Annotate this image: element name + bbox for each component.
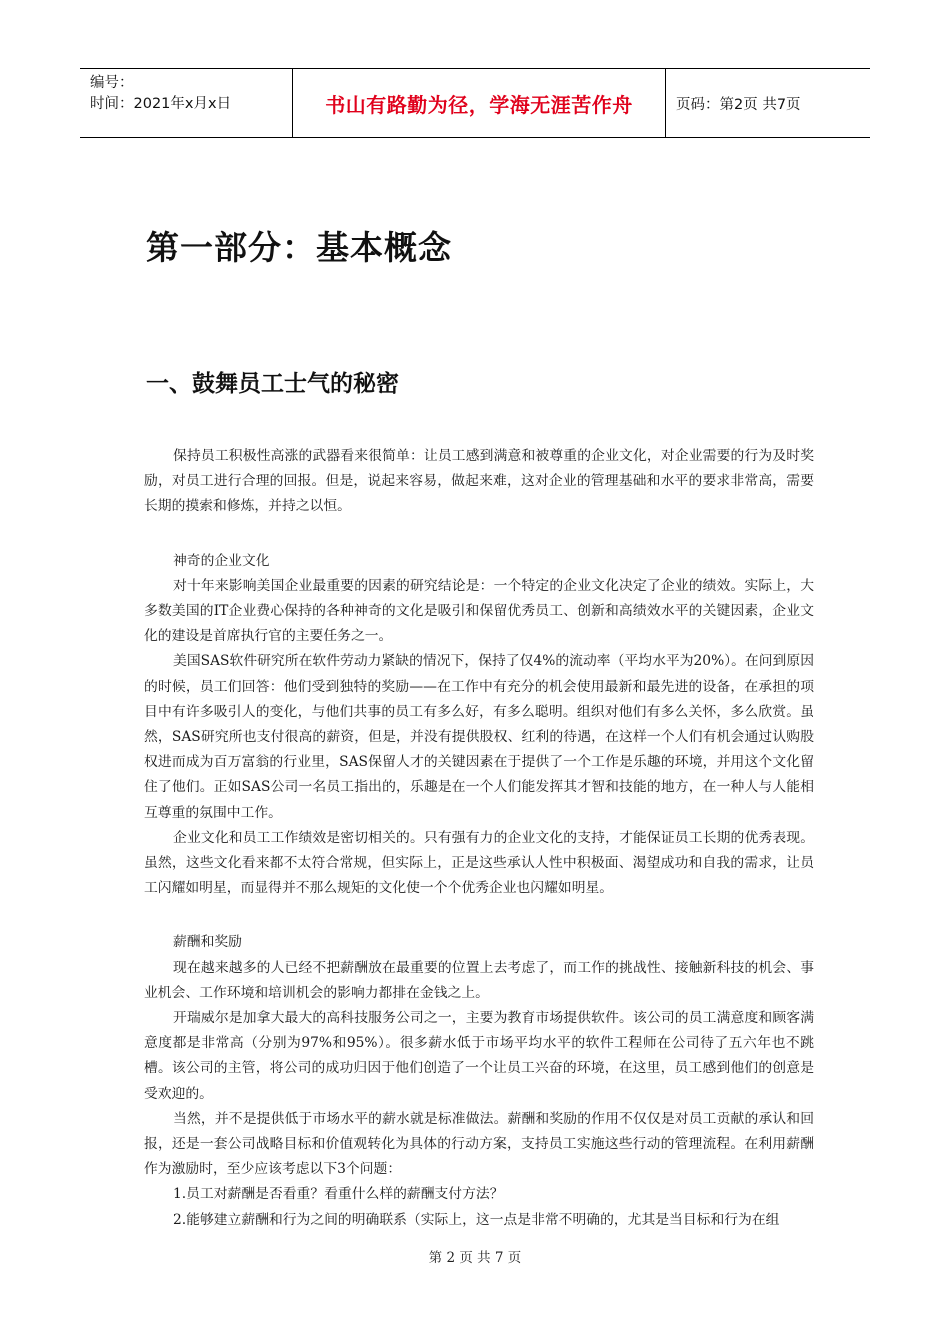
header-meta bbox=[80, 69, 292, 137]
pay-heading: 薪酬和奖励 bbox=[173, 934, 242, 951]
culture-paragraph-2: 美国SAS软件研究所在软件劳动力紧缺的情况下，保持了仅4%的流动率（平均水平为20%）。在问到原因的时候，员工们回答：他们受到独特的奖励——在工作中有充分的机会使用最新和最先进的设备，在承担的项目中有许多吸引人的变化，与他们共事的员工有多么好，有多么聪明。组织对他们有多么关怀，多么欣赏。虽然，SAS研究所也支付很高的薪资，但是，并没有提供股权、红利的待遇，在这样一个人们有机会通过认购股权进而成为百万富翁的行业里，SAS保留人才的关键因素在于提供了一个工作是乐趣的环境，并用这个文化留住了他们。正如SAS公司一名员工指出的，乐趣是在一个人们能发挥其才智和技能的地方，在一种人与人能相互尊重的氛围中工作。 bbox=[144, 653, 814, 821]
header-page-code: 页码：第2页 共7页 bbox=[676, 96, 801, 113]
intro-paragraph: 保持员工积极性高涨的武器看来很简单：让员工感到满意和被尊重的企业文化，对企业需要的行为及时奖励，对员工进行合理的回报。但是，说起来容易，做起来难，这对企业的管理基础和水平的要求非常高，需要长期的摸索和修炼，并持之以恒。 bbox=[144, 448, 814, 515]
page-footer: 第 2 页 共 7 页 bbox=[428, 1250, 522, 1266]
header-motto: 书山有路勤为径，学海无涯苦作舟 bbox=[292, 69, 666, 137]
culture-heading: 神奇的企业文化 bbox=[173, 552, 270, 569]
pay-paragraph-2: 开瑞威尔是加拿大最大的高科技服务公司之一，主要为教育市场提供软件。该公司的员工满意度和顾客满意度都是非常高（分别为97%和95%）。很多薪水低于市场平均水平的软件工程师在公司待了五六年也不跳槽。该公司的主管，将公司的成功归因于他们创造了一个让员工兴奋的环境，在这里，员工感到他们的创意是受欢迎的。 bbox=[144, 1010, 814, 1102]
pay-question-2: 2.能够建立薪酬和行为之间的明确联系（实际上，这一点是非常不明确的，尤其是当目标和行为在组 bbox=[173, 1211, 780, 1228]
part-title: 第一部分：基本概念 bbox=[146, 228, 452, 267]
pay-paragraph-3: 当然，并不是提供低于市场水平的薪水就是标准做法。薪酬和奖励的作用不仅仅是对员工贡献的承认和回报，还是一套公司战略目标和价值观转化为具体的行动方案，支持员工实施这些行动的管理流程。在利用薪酬作为激励时，至少应该考虑以下3个问题： bbox=[144, 1110, 814, 1178]
page-header bbox=[80, 68, 870, 138]
number-label: 编号： bbox=[90, 75, 134, 91]
culture-paragraph-3: 企业文化和员工工作绩效是密切相关的。只有强有力的企业文化的支持，才能保证员工长期的优秀表现。虽然，这些文化看来都不太符合常规，但实际上，正是这些承认人性中积极面、渴望成功和自我的需求，让员工闪耀如明星，而显得并不那么规矩的文化使一个个优秀企业也闪耀如明星。 bbox=[144, 829, 814, 897]
culture-paragraph-1: 对十年来影响美国企业最重要的因素的研究结论是：一个特定的企业文化决定了企业的绩效。实际上，大多数美国的IT企业费心保持的各种神奇的文化是吸引和保留优秀员工、创新和高绩效水平的关键因素，企业文化的建设是首席执行官的主要任务之一。 bbox=[144, 577, 814, 645]
pay-question-1: 1.员工对薪酬是否看重？看重什么样的薪酬支付方法？ bbox=[173, 1186, 504, 1203]
pay-paragraph-1: 现在越来越多的人已经不把薪酬放在最重要的位置上去考虑了，而工作的挑战性、接触新科技的机会、事业机会、工作环境和培训机会的影响力都排在金钱之上。 bbox=[144, 959, 814, 1001]
date-label: 时间：2021年x月x日 bbox=[90, 96, 232, 112]
section-title: 一、鼓舞员工士气的秘密 bbox=[146, 371, 399, 397]
document-body bbox=[144, 444, 814, 1233]
